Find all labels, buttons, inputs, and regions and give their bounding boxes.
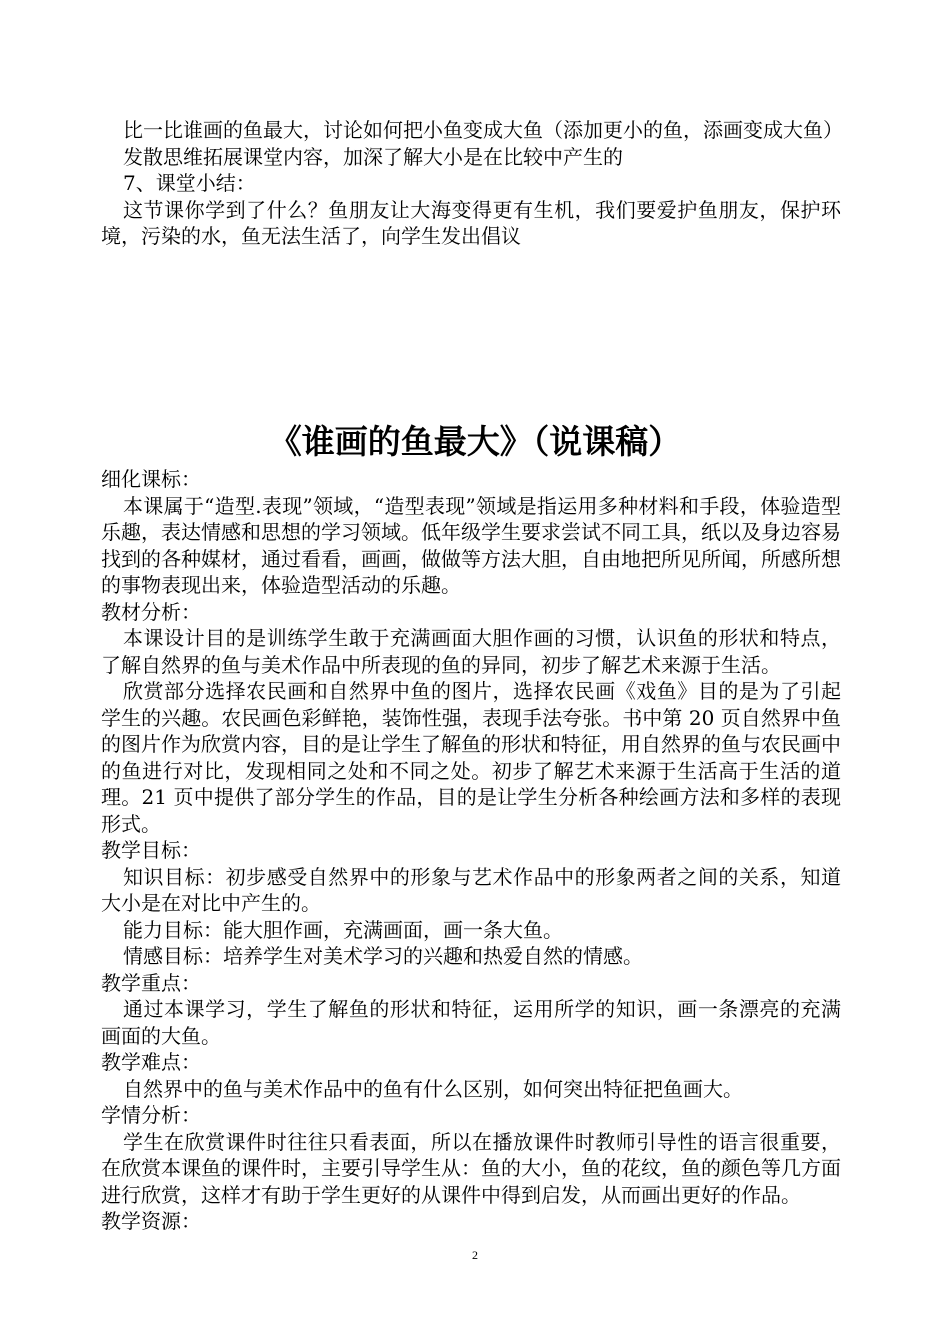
paragraph: 情感目标：培养学生对美术学习的兴趣和热爱自然的情感。 [123, 944, 643, 968]
paragraph: 7、课堂小结： [123, 171, 256, 195]
page-number: 2 [472, 1248, 478, 1262]
section-heading-curriculum: 细化课标： [101, 467, 201, 491]
section-heading-resources: 教学资源： [101, 1209, 201, 1233]
paragraph: 本课属于“造型.表现”领域，“造型表现”领域是指运用多种材料和手段，体验造型乐趣，表达情感和思想的学习领域。低年级学生要求尝试不同工具，纸以及身边容易找到的各种媒材，通过看看，画画，做做等方法大胆，自由地把所见所闻，所感所想的事物表现出来，体验造型活动的乐趣。 [101, 493, 841, 597]
section-heading-material-analysis: 教材分析： [101, 599, 201, 624]
paragraph: 自然界中的鱼与美术作品中的鱼有什么区别，如何突出特征把鱼画大。 [123, 1076, 743, 1101]
paragraph: 能力目标：能大胆作画，充满画面，画一条大鱼。 [123, 917, 563, 942]
paragraph: 发散思维拓展课堂内容，加深了解大小是在比较中产生的 [123, 144, 623, 169]
previous-section-text [101, 117, 841, 250]
paragraph: 知识目标：初步感受自然界中的形象与艺术作品中的形象两者之间的关系，知道大小是在对比中产生的。 [101, 864, 841, 915]
paragraph: 欣赏部分选择农民画和自然界中鱼的图片，选择农民画《戏鱼》目的是为了引起学生的兴趣。农民画色彩鲜艳，装饰性强，表现手法夸张。书中第 20 页自然界中鱼的图片作为欣赏内容，目的是让学生了解鱼的形状和特征，用自然界的鱼与农民画中的鱼进行对比，发现相同之处和不同之处。初步了解艺术来源于生活高于生活的道理。21 页中提供了部分学生的作品，目的是让学生分析各种绘画方法和多样的表现形式。 [101, 679, 841, 836]
section-heading-student-analysis: 学情分析： [101, 1103, 201, 1127]
paragraph: 学生在欣赏课件时往往只看表面，所以在播放课件时教师引导性的语言很重要，在欣赏本课鱼的课件时，主要引导学生从：鱼的大小，鱼的花纹，鱼的颜色等几方面进行欣赏，这样才有助于学生更好的从课件中得到启发，从而画出更好的作品。 [101, 1129, 841, 1207]
paragraph: 这节课你学到了什么？鱼朋友让大海变得更有生机，我们要爱护鱼朋友，保护环境，污染的水，鱼无法生活了，向学生发出倡议 [101, 197, 841, 248]
paragraph: 比一比谁画的鱼最大，讨论如何把小鱼变成大鱼（添加更小的鱼，添画变成大鱼） [123, 118, 843, 142]
section-heading-key-points: 教学重点： [101, 970, 201, 995]
lesson-plan-body [101, 466, 841, 1235]
document-title: 《谁画的鱼最大》（说课稿） [268, 422, 682, 461]
paragraph: 本课设计目的是训练学生敢于充满画面大胆作画的习惯，认识鱼的形状和特点，了解自然界的鱼与美术作品中所表现的鱼的异同，初步了解艺术来源于生活。 [101, 626, 841, 677]
section-heading-difficulties: 教学难点： [101, 1050, 201, 1074]
section-heading-objectives: 教学目标： [101, 838, 201, 862]
paragraph: 通过本课学习，学生了解鱼的形状和特征，运用所学的知识，画一条漂亮的充满画面的大鱼。 [101, 997, 841, 1048]
